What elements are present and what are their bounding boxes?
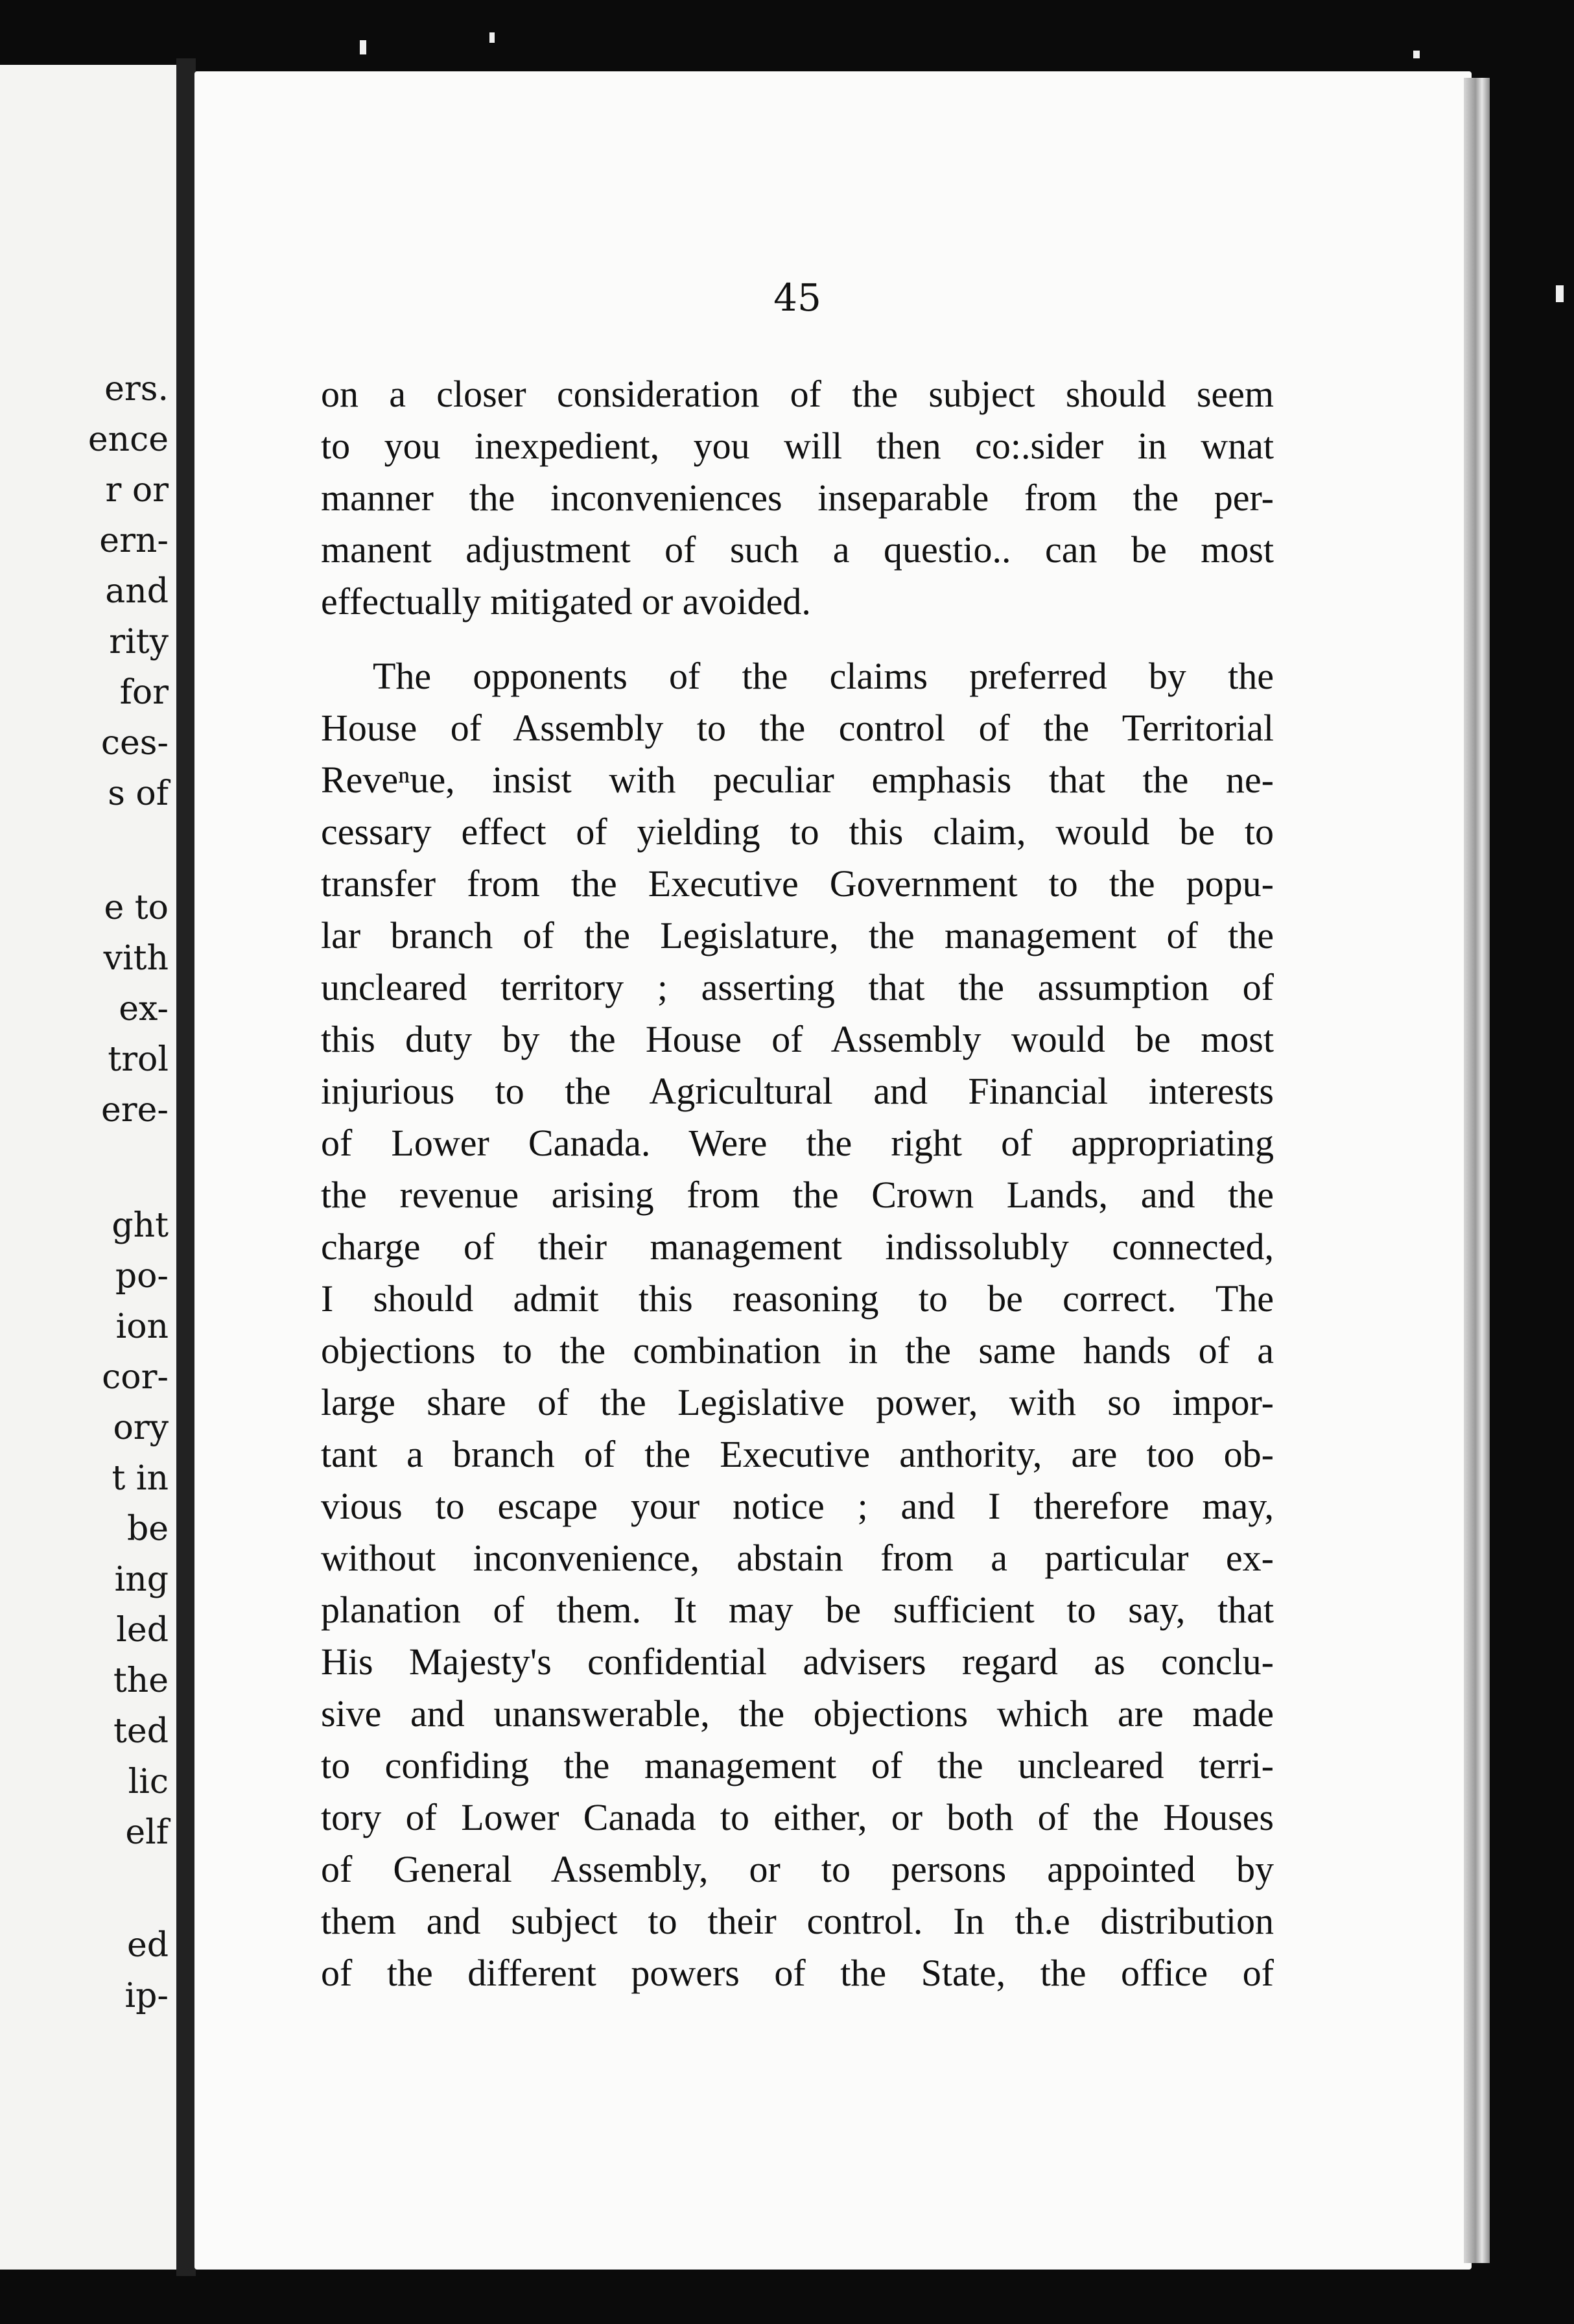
text-line: injurious to the Agricultural and Financial interests bbox=[321, 1070, 1274, 1112]
text-line: to confiding the management of the uncleared terri- bbox=[321, 1744, 1274, 1786]
text-line: House of Assembly to the control of the Territorial bbox=[321, 707, 1274, 749]
left-fragment: ory bbox=[113, 1408, 169, 1447]
left-fragment: po- bbox=[115, 1257, 169, 1296]
scan-speck bbox=[360, 40, 366, 54]
left-fragment: ght bbox=[112, 1206, 169, 1245]
left-fragment: ted bbox=[113, 1712, 169, 1751]
text-line: manent adjustment of such a questio.. can be most bbox=[321, 528, 1274, 571]
left-page-edge bbox=[0, 65, 176, 2270]
text-line: to you inexpedient, you will then co:.sider in wnat bbox=[321, 425, 1274, 467]
left-fragment: ion bbox=[115, 1307, 169, 1346]
text-line: tory of Lower Canada to either, or both of the Houses bbox=[321, 1796, 1274, 1838]
text-line: lar branch of the Legislature, the management of the bbox=[321, 914, 1274, 956]
left-fragment: e to bbox=[104, 888, 169, 927]
left-fragment: vith bbox=[103, 939, 169, 978]
text-line: of General Assembly, or to persons appointed by bbox=[321, 1848, 1274, 1890]
text-line: without inconvenience, abstain from a particular ex- bbox=[321, 1537, 1274, 1579]
text-line: I should admit this reasoning to be correct. The bbox=[321, 1277, 1274, 1320]
left-fragment: cor- bbox=[102, 1358, 169, 1397]
left-fragment: rity bbox=[109, 622, 169, 661]
page-number: 45 bbox=[773, 276, 821, 320]
text-line: of the different powers of the State, the office of bbox=[321, 1952, 1274, 1994]
text-line: cessary effect of yielding to this claim, would be to bbox=[321, 811, 1274, 853]
scan-speck bbox=[1556, 285, 1564, 302]
left-fragment: elf bbox=[125, 1813, 169, 1852]
text-line: of Lower Canada. Were the right of appropriating bbox=[321, 1122, 1274, 1164]
left-fragment: trol bbox=[108, 1040, 169, 1079]
paragraph-gap bbox=[321, 628, 1274, 650]
scan-speck bbox=[1413, 51, 1420, 58]
left-fragment: t in bbox=[112, 1459, 169, 1498]
left-fragment: ence bbox=[88, 420, 169, 459]
left-fragment: r or bbox=[105, 471, 169, 510]
left-fragment: the bbox=[113, 1661, 169, 1700]
text-line: His Majesty's confidential advisers regard as conclu- bbox=[321, 1641, 1274, 1683]
left-fragment: be bbox=[126, 1510, 169, 1548]
page-edge-stack bbox=[1464, 78, 1490, 2263]
text-line: charge of their management indissolubly connected, bbox=[321, 1226, 1274, 1268]
left-fragment: ere- bbox=[101, 1091, 169, 1130]
left-fragment: ers. bbox=[104, 370, 169, 409]
text-line: tant a branch of the Executive anthority, are too ob- bbox=[321, 1433, 1274, 1475]
left-fragment: ces- bbox=[100, 724, 169, 763]
left-fragment: and bbox=[105, 572, 169, 611]
text-line: this duty by the House of Assembly would be most bbox=[321, 1018, 1274, 1060]
text-line: the revenue arising from the Crown Lands, and the bbox=[321, 1174, 1274, 1216]
text-line: transfer from the Executive Government to the popu- bbox=[321, 862, 1274, 905]
text-line: effectually mitigated or avoided. bbox=[321, 580, 811, 622]
text-line: vious to escape your notice ; and I therefore may, bbox=[321, 1485, 1274, 1527]
left-fragment: ex- bbox=[119, 990, 169, 1028]
body-text bbox=[321, 368, 1274, 1999]
left-fragment: led bbox=[116, 1611, 169, 1650]
left-fragment: for bbox=[119, 673, 169, 712]
left-fragment: ern- bbox=[99, 521, 169, 560]
left-fragment: ing bbox=[114, 1560, 169, 1599]
left-fragment: lic bbox=[128, 1762, 169, 1801]
text-line: on a closer consideration of the subject should seem bbox=[321, 373, 1274, 415]
text-line: manner the inconveniences inseparable from the per- bbox=[321, 477, 1274, 519]
scan-speck bbox=[489, 32, 495, 43]
text-line: sive and unanswerable, the objections which are made bbox=[321, 1692, 1274, 1735]
text-line: large share of the Legislative power, with so impor- bbox=[321, 1381, 1274, 1423]
text-line: The opponents of the claims preferred by the bbox=[373, 655, 1274, 697]
text-line: objections to the combination in the same hands of a bbox=[321, 1329, 1274, 1371]
left-fragment: ed bbox=[126, 1926, 169, 1965]
text-line: them and subject to their control. In th.e distribution bbox=[321, 1900, 1274, 1942]
text-line: uncleared territory ; asserting that the assumption of bbox=[321, 966, 1274, 1008]
text-line: planation of them. It may be sufficient to say, that bbox=[321, 1589, 1274, 1631]
text-line: Reveⁿue, insist with peculiar emphasis that the ne- bbox=[321, 759, 1274, 801]
left-fragment: ip- bbox=[124, 1976, 169, 2015]
book-gutter bbox=[176, 58, 196, 2276]
left-fragment: s of bbox=[108, 774, 169, 813]
